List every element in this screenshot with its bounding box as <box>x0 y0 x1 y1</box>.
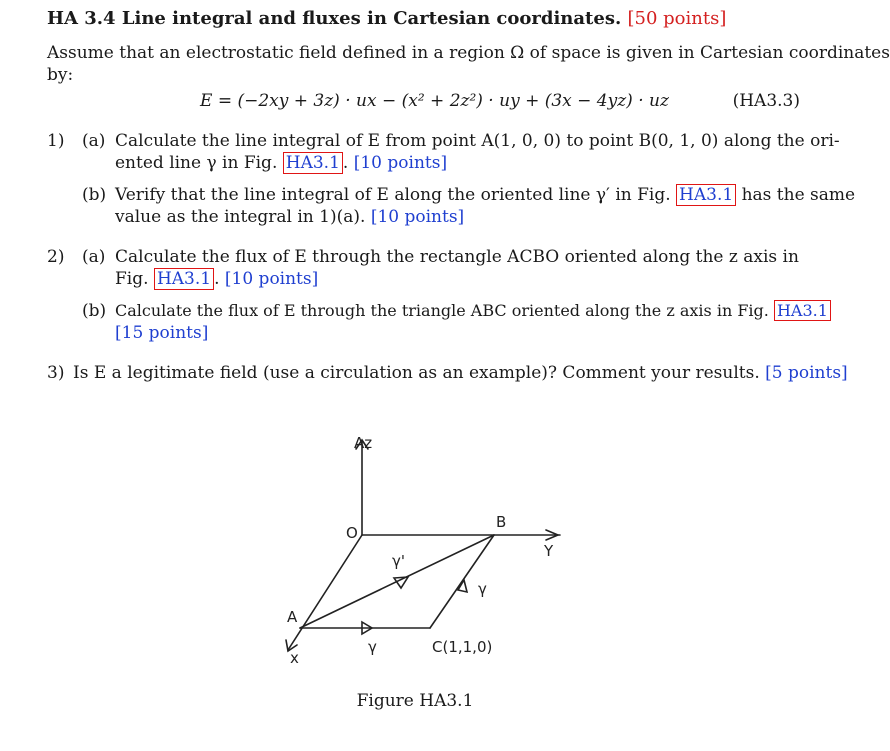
equation-tag: (HA3.3) <box>732 91 800 111</box>
q2a-line-1: Calculate the flux of E through the rectangle ACBO oriented along the z axis in <box>115 247 799 267</box>
point-c-label: C(1,1,0) <box>432 638 493 656</box>
figure-ref-link[interactable]: HA3.1 <box>154 268 214 290</box>
q1a-label: (a) <box>82 131 106 151</box>
q1b-line-1-end: has the same <box>741 185 856 205</box>
figure-ref-link[interactable]: HA3.1 <box>774 300 831 321</box>
figure-ref-link[interactable]: HA3.1 <box>283 152 343 174</box>
q3-points: [5 points] <box>765 363 848 383</box>
q2b-line-1-text: Calculate the flux of E through the triangle ABC oriented along the z axis in Fig. <box>115 301 769 320</box>
q1b-label: (b) <box>82 185 107 205</box>
axis-z-label: Az <box>354 434 373 452</box>
q2a-line-2: Fig. HA3.1 . [10 points] <box>115 269 319 289</box>
q1a-line-2-text: ented line γ in Fig. <box>115 153 278 173</box>
q2a-label: (a) <box>82 247 106 267</box>
q1-number: 1) <box>47 131 65 151</box>
figure-caption: Figure HA3.1 <box>356 691 474 711</box>
point-a-label: A <box>287 608 298 626</box>
q1b-line-1-text: Verify that the line integral of E along the oriented line γ′ in Fig. <box>115 185 671 205</box>
title-points: [50 points] <box>627 8 727 29</box>
point-b-label: B <box>496 513 507 531</box>
q1b-line-2-text: value as the integral in 1)(a). <box>115 207 366 227</box>
q2-number: 2) <box>47 247 65 267</box>
point-o-label: O <box>346 524 358 542</box>
gamma-bottom-label: γ <box>368 638 377 656</box>
q1a-line-2: ented line γ in Fig. HA3.1 . [10 points] <box>115 153 448 173</box>
x-axis <box>288 535 362 650</box>
intro-line-2: by: <box>47 65 74 85</box>
q2a-points: [10 points] <box>224 269 319 289</box>
q1a-line-1: Calculate the line integral of E from point A(1, 0, 0) to point B(0, 1, 0) along the ori- <box>115 131 840 151</box>
q2b-label: (b) <box>82 301 107 321</box>
axis-x-label: x <box>290 649 299 667</box>
equation-ha3-3: E = (−2xy + 3z) · ux − (x² + 2z²) · uy + (3x − 4yz) · uz <box>200 91 669 111</box>
q2b-points: [15 points] <box>115 323 209 343</box>
q3-number: 3) <box>47 363 65 383</box>
q3-text: Is E a legitimate field (use a circulation as an example)? Comment your results. <box>73 363 760 383</box>
q1a-points: [10 points] <box>353 153 448 173</box>
intro-line-1: Assume that an electrostatic field defined in a region Ω of space is given in Cartesian coordinates <box>47 43 890 63</box>
title-text: HA 3.4 Line integral and fluxes in Cartesian coordinates. <box>47 8 622 29</box>
figure-ref-link[interactable]: HA3.1 <box>676 184 736 206</box>
gamma-prime-label: γ' <box>392 552 406 570</box>
q2a-line-2-text: Fig. <box>115 269 149 289</box>
q1b-points: [10 points] <box>370 207 465 227</box>
axis-y-label: Y <box>544 542 554 560</box>
gamma-right-label: γ <box>478 580 487 598</box>
